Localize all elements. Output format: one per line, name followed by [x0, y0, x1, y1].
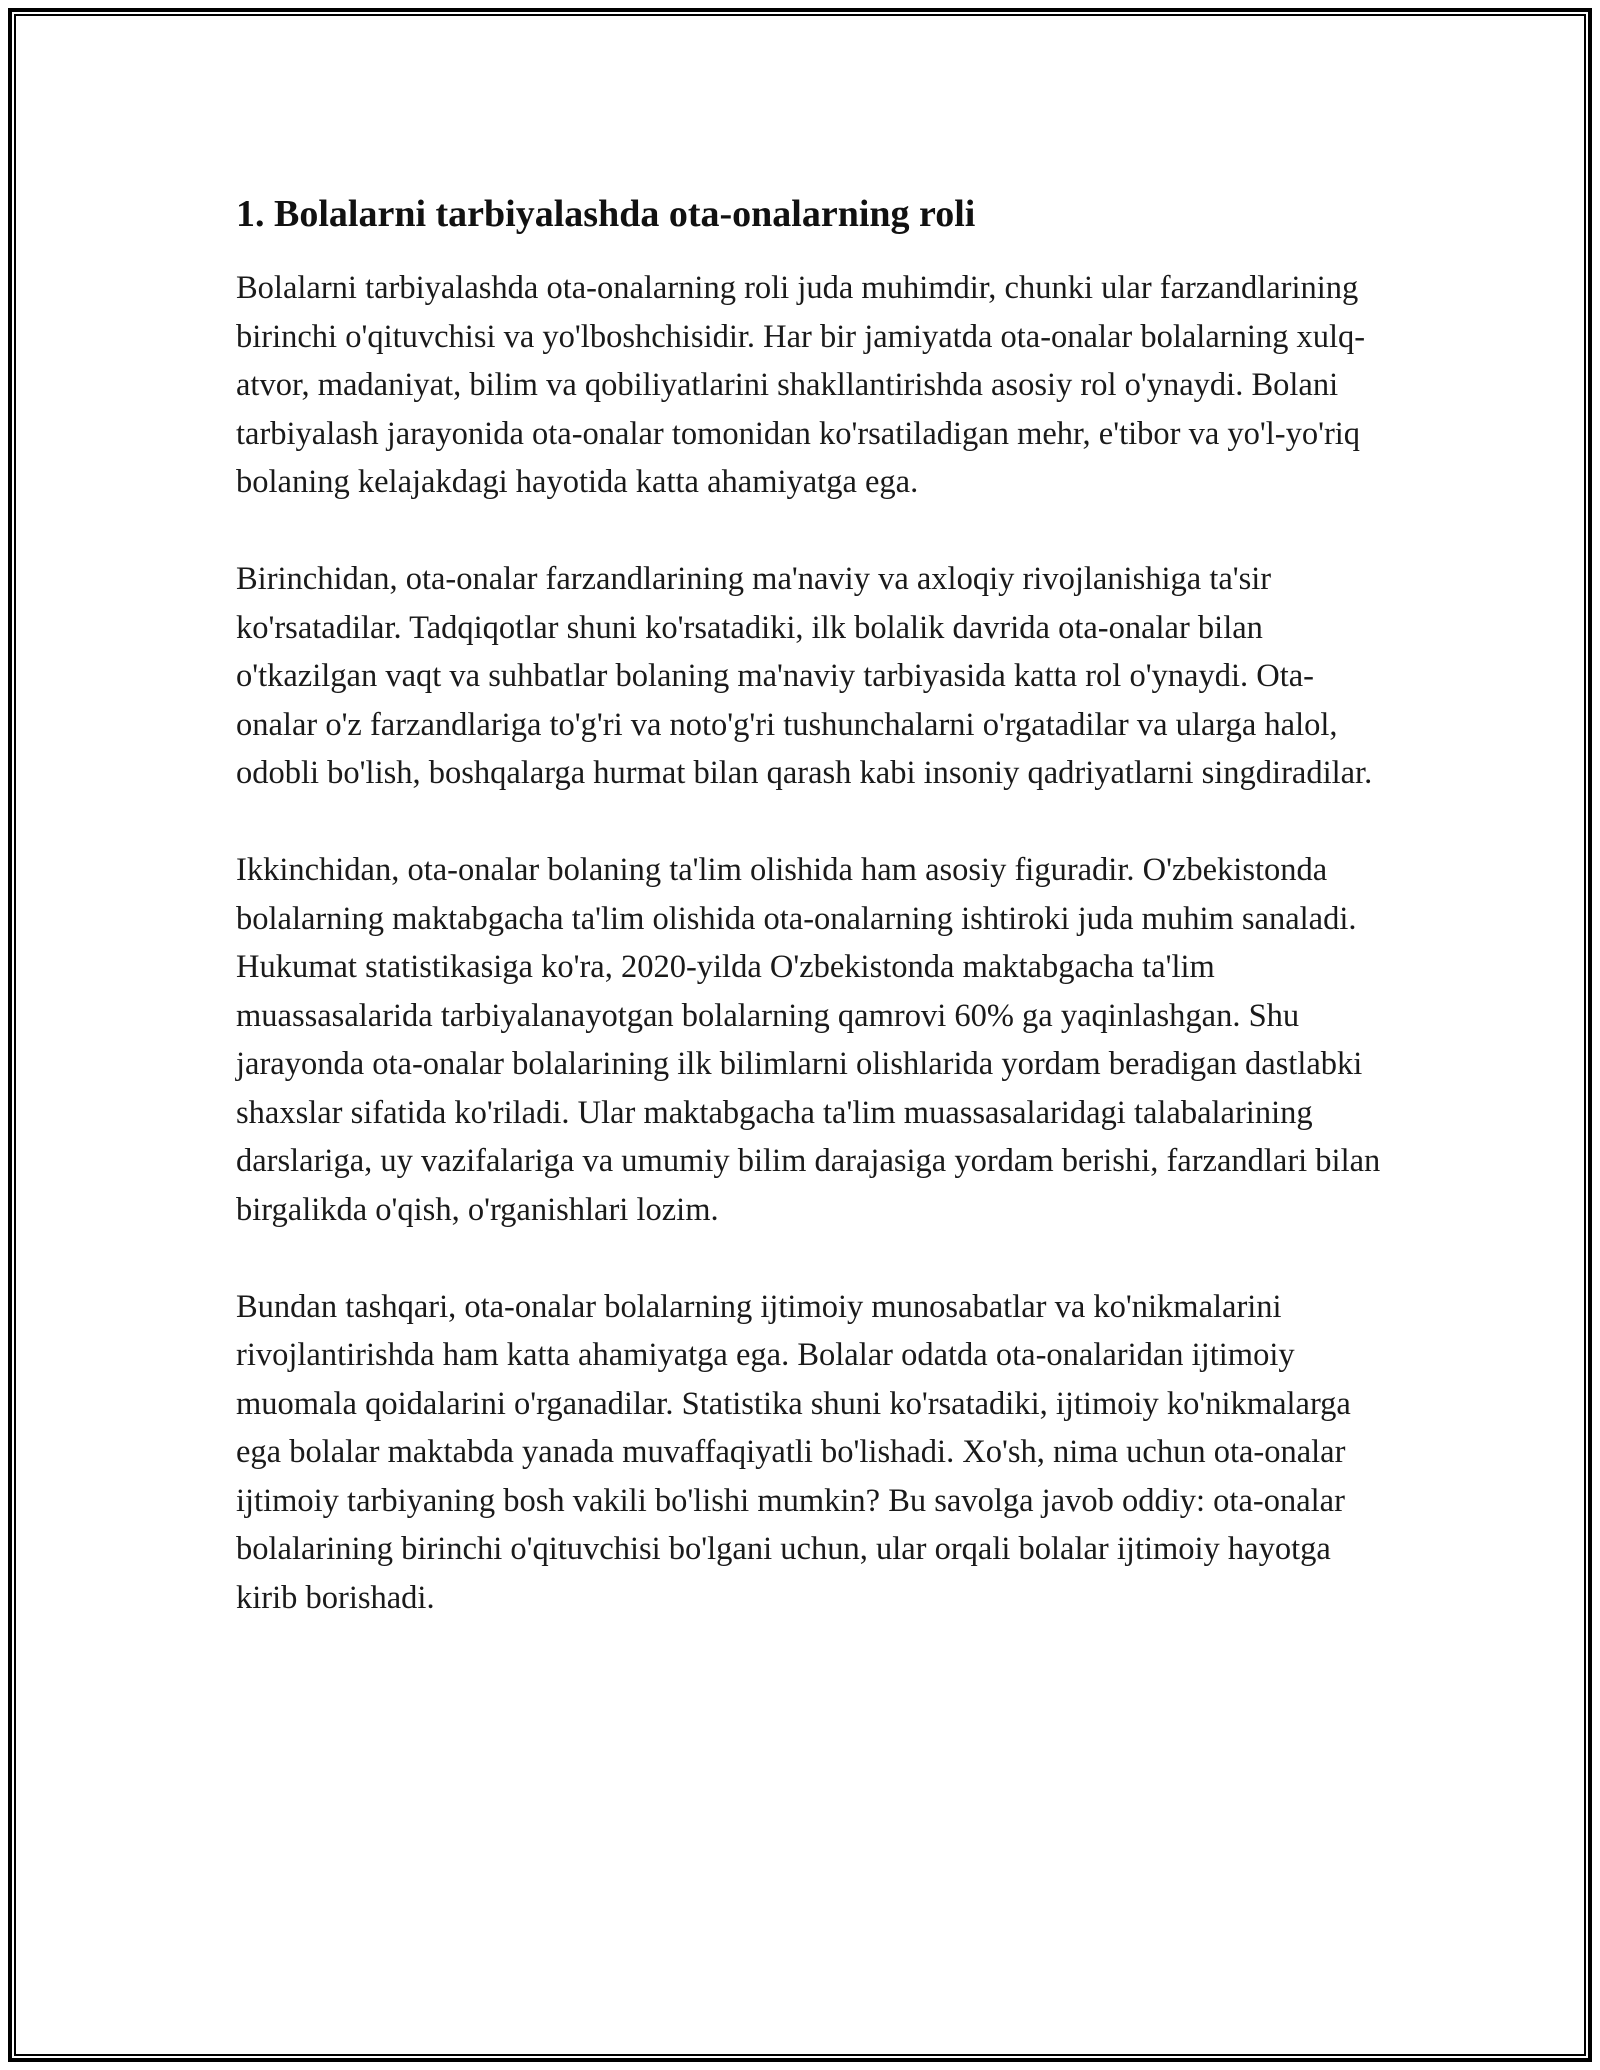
- section-heading: 1. Bolalarni tarbiyalashda ota-onalarning roli: [236, 193, 976, 235]
- paragraph-education: Ikkinchidan, ota-onalar bolaning ta'lim olishida ham asosiy figuradir. O'zbekistonda bolalarning maktabgacha ta'lim olishida ota-onalarning ishtiroki juda muhim sanaladi. Hukumat statistikasiga ko'ra, 2020-yilda O'zbekistonda maktabgacha ta'lim muassasalarida tarbiyalanayotgan bolalarning qamrovi 60% ga yaqinlashgan. Shu jarayonda ota-onalar bolalarining ilk bilimlarni olishlarida yordam beradigan dastlabki shaxslar sifatida ko'riladi. Ular maktabgacha ta'lim muassasalaridagi talabalarining darslariga, uy vazifalariga va umumiy bilim darajasiga yordam berishi, farzandlari bilan birgalikda o'qish, o'rganishlari lozim.: [236, 852, 1381, 1228]
- paragraph-social-skills: Bundan tashqari, ota-onalar bolalarning ijtimoiy munosabatlar va ko'nikmalarini rivojlantirishda ham katta ahamiyatga ega. Bolalar odatda ota-onalaridan ijtimoiy muomala qoidalarini o'rganadilar. Statistika shuni ko'rsatadiki, ijtimoiy ko'nikmalarga ega bolalar maktabda yanada muvaffaqiyatli bo'lishadi. Xo'sh, nima uchun ota-onalar ijtimoiy tarbiyaning bosh vakili bo'lishi mumkin? Bu savolga javob oddiy: ota-onalar bolalarining birinchi o'qituvchisi bo'lgani uchun, ular orqali bolalar ijtimoiy hayotga kirib borishadi.: [236, 1288, 1351, 1616]
- paragraph-moral-development: Birinchidan, ota-onalar farzandlarining ma'naviy va axloqiy rivojlanishiga ta'sir ko'rsatadilar. Tadqiqotlar shuni ko'rsatadiki, ilk bolalik davrida ota-onalar bilan o'tkazilgan vaqt va suhbatlar bolaning ma'naviy tarbiyasida katta rol o'ynaydi. Ota-onalar o'z farzandlariga to'g'ri va noto'g'ri tushunchalarni o'rgatadilar va ularga halol, odobli bo'lish, boshqalarga hurmat bilan qarash kabi insoniy qadriyatlarni singdiradilar.: [236, 561, 1373, 791]
- paragraph-intro: Bolalarni tarbiyalashda ota-onalarning roli juda muhimdir, chunki ular farzandlarining birinchi o'qituvchisi va yo'lboshchisidir. Har bir jamiyatda ota-onalar bolalarning xulq-atvor, madaniyat, bilim va qobiliyatlarini shakllantirishda asosiy rol o'ynaydi. Bolani tarbiyalash jarayonida ota-onalar tomonidan ko'rsatiladigan mehr, e'tibor va yo'l-yo'riq bolaning kelajakdagi hayotida katta ahamiyatga ega.: [236, 270, 1366, 500]
- document-body: [236, 186, 1386, 1671]
